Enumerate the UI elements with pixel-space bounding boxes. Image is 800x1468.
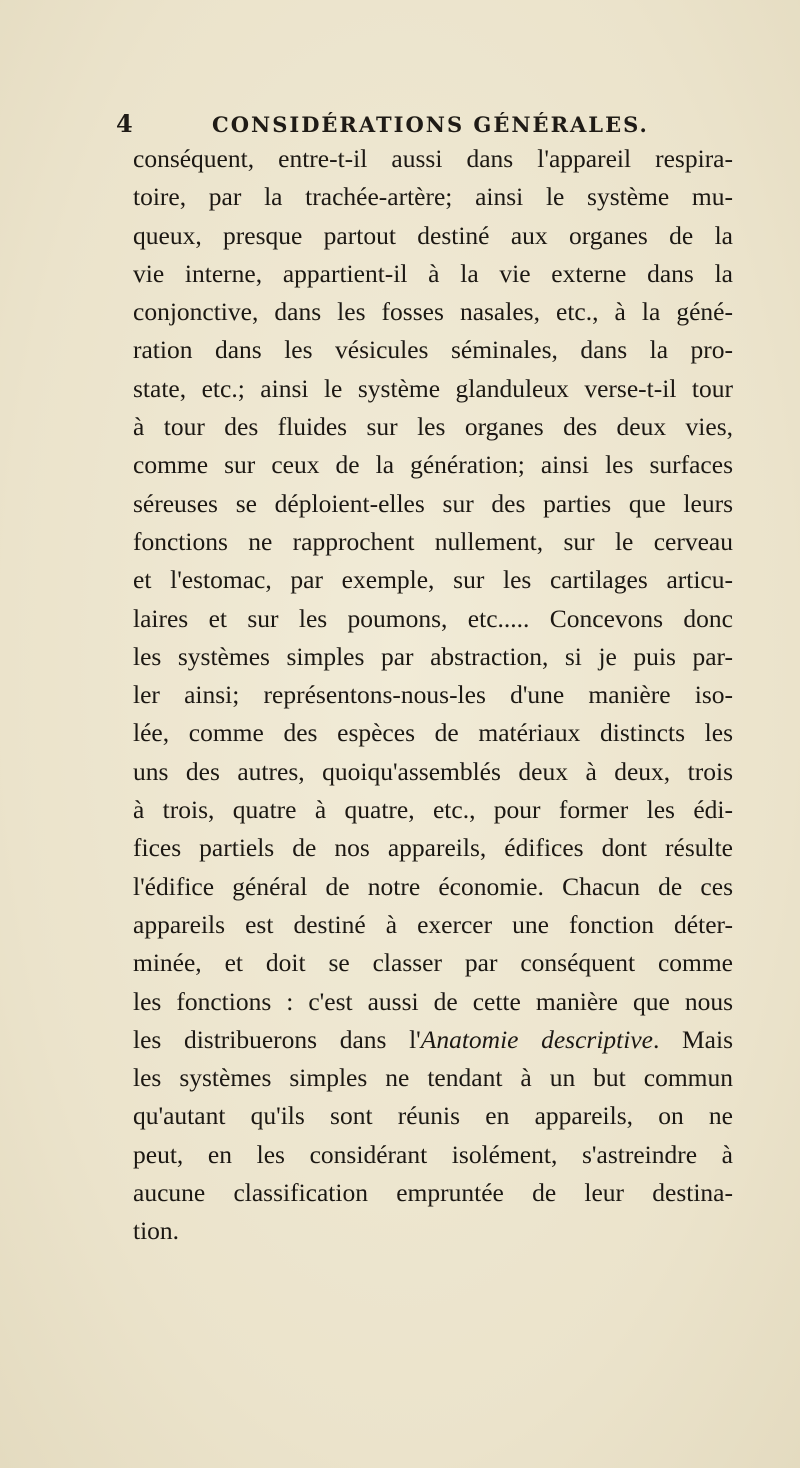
text-line: state, etc.; ainsi le système glanduleux verse-t-il tour	[133, 373, 733, 403]
page-header	[116, 110, 696, 140]
text-line: laires et sur les poumons, etc..... Concevons donc	[133, 603, 733, 633]
text-line-with-italic	[133, 1021, 733, 1059]
text-line: queux, presque partout destiné aux organes de la	[133, 220, 733, 250]
text-line: fices partiels de nos appareils, édifices dont résulte	[133, 833, 733, 863]
text-line: vie interne, appartient-il à la vie externe dans la	[133, 258, 733, 288]
text-line: uns des autres, quoiqu'assemblés deux à deux, trois	[133, 756, 733, 786]
text-line: séreuses se déploient-elles sur des parties que leurs	[133, 488, 733, 518]
text-line: appareils est destiné à exercer une fonction déter-	[133, 909, 733, 939]
text-line: aucune classification empruntée de leur destina-	[133, 1178, 733, 1208]
text-line: toire, par la trachée-artère; ainsi le système mu-	[133, 182, 733, 212]
text-line: qu'autant qu'ils sont réunis en appareils, on ne	[133, 1101, 733, 1131]
text-line: les systèmes simples par abstraction, si je puis par-	[133, 641, 733, 671]
text-line: et l'estomac, par exemple, sur les cartilages articu-	[133, 565, 733, 595]
text-line: tion.	[133, 1216, 180, 1246]
running-title: CONSIDÉRATIONS GÉNÉRALES.	[212, 112, 649, 137]
body-paragraph	[133, 140, 733, 1251]
text-line: peut, en les considérant isolément, s'astreindre à	[133, 1139, 733, 1169]
text-line: à trois, quatre à quatre, etc., pour former les édi-	[133, 795, 733, 825]
text-segment: l'	[409, 1024, 421, 1054]
text-line: conjonctive, dans les fosses nasales, etc., à la géné-	[133, 297, 733, 327]
text-line: à tour des fluides sur les organes des deux vies,	[133, 412, 733, 442]
text-segment: . Mais	[653, 1024, 733, 1054]
text-line: les systèmes simples ne tendant à un but commun	[133, 1063, 733, 1093]
text-line: ler ainsi; représentons-nous-les d'une manière iso-	[133, 680, 733, 710]
text-line: comme sur ceux de la génération; ainsi les surfaces	[133, 450, 733, 480]
text-line: les fonctions : c'est aussi de cette manière que nous	[133, 986, 733, 1016]
italic-book-title: Anatomie descriptive	[420, 1024, 653, 1054]
text-line: minée, et doit se classer par conséquent comme	[133, 948, 733, 978]
text-line: l'édifice général de notre économie. Chacun de ces	[133, 871, 733, 901]
page-number: 4	[116, 109, 133, 138]
text-segment: les distribuerons dans	[133, 1024, 410, 1054]
text-line: lée, comme des espèces de matériaux distincts les	[133, 718, 733, 748]
text-line: ration dans les vésicules séminales, dans la pro-	[133, 335, 733, 365]
text-line: fonctions ne rapprochent nullement, sur le cerveau	[133, 526, 733, 556]
text-line: conséquent, entre-t-il aussi dans l'appareil respira-	[133, 144, 733, 173]
